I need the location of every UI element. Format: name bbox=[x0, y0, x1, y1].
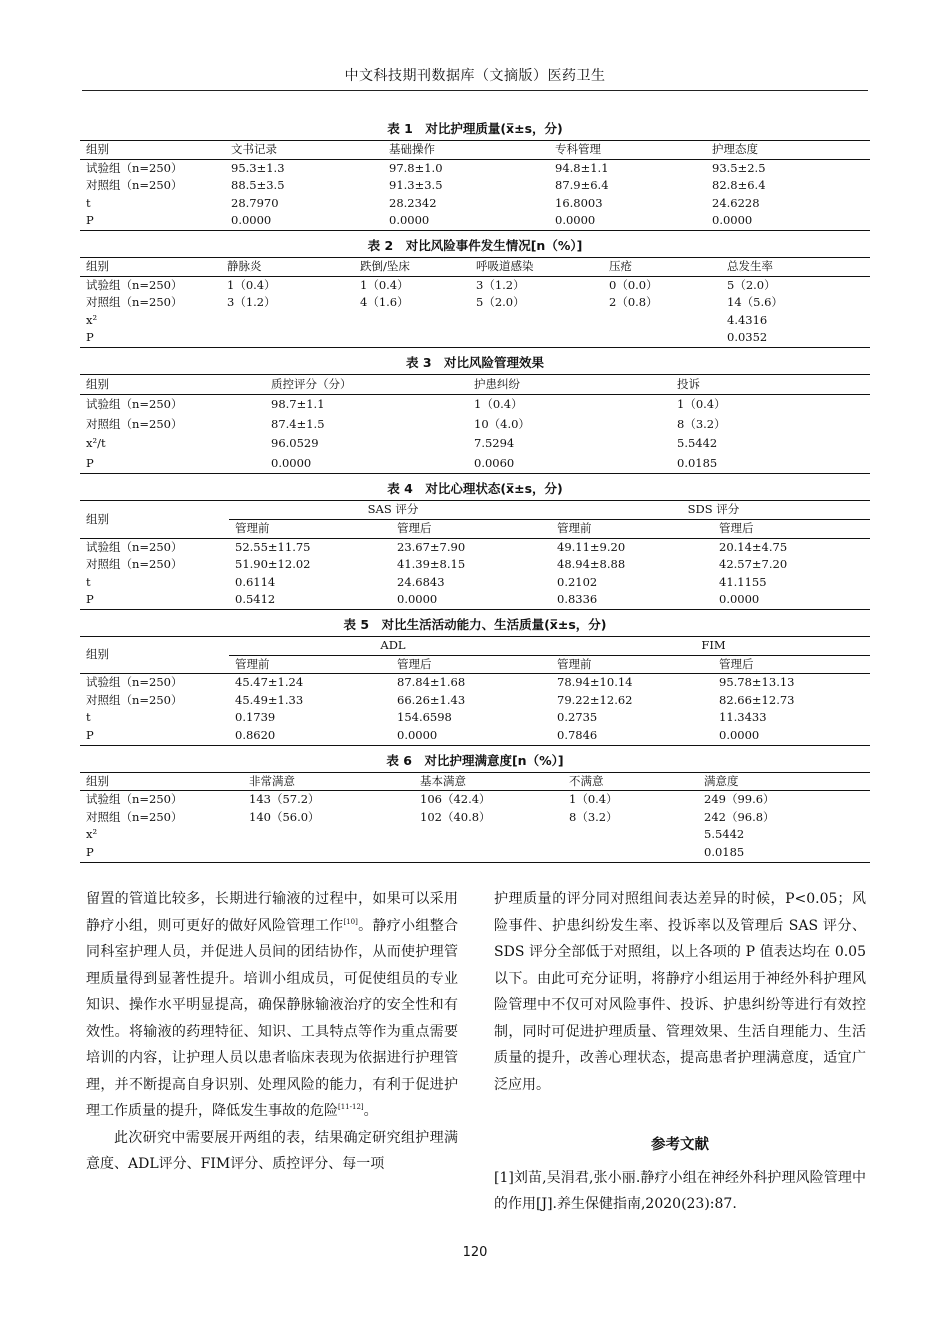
table-3-caption: 表 3 对比风险管理效果 bbox=[405, 354, 545, 370]
column-header: 投诉 bbox=[671, 374, 870, 395]
table-cell: 87.9±6.4 bbox=[555, 178, 609, 193]
table-cell bbox=[354, 329, 470, 347]
table-cell: 5.5442 bbox=[704, 827, 745, 842]
table-cell: 106（42.4） bbox=[420, 792, 491, 807]
table-cell: 87.84±1.68 bbox=[397, 675, 466, 690]
table-cell: 0.0000 bbox=[383, 212, 549, 230]
table-cell: 0.0000 bbox=[713, 591, 870, 609]
table-cell: 1（0.4） bbox=[677, 397, 726, 412]
table-cell: 3（1.2） bbox=[227, 295, 276, 310]
table-cell: 95.3±1.3 bbox=[231, 160, 285, 175]
column-header: 管理后 bbox=[391, 655, 551, 674]
table-cell: 10（4.0） bbox=[474, 416, 530, 431]
table-cell bbox=[243, 826, 414, 844]
table-cell: 试验组（n=250） bbox=[86, 397, 183, 412]
table-cell: 1（0.4） bbox=[360, 277, 409, 292]
column-header: 护理态度 bbox=[706, 141, 870, 160]
table-cell: 45.49±1.33 bbox=[235, 692, 304, 707]
column-header: 压疮 bbox=[603, 257, 721, 276]
table-cell: 143（57.2） bbox=[249, 792, 320, 807]
table-2 bbox=[80, 257, 870, 348]
table-cell bbox=[603, 329, 721, 347]
table-cell: 0.0000 bbox=[713, 727, 870, 745]
right-column bbox=[494, 886, 866, 1218]
table-cell bbox=[354, 312, 470, 330]
table-cell: t bbox=[86, 195, 91, 210]
table-cell: 140（56.0） bbox=[249, 809, 320, 824]
table-cell: 28.7970 bbox=[231, 195, 279, 210]
citation: [11-12] bbox=[338, 1103, 364, 1111]
table-cell bbox=[414, 826, 563, 844]
table-cell: 91.3±3.5 bbox=[389, 178, 443, 193]
left-column bbox=[86, 886, 458, 1178]
table-row bbox=[80, 727, 870, 745]
table-row bbox=[80, 574, 870, 592]
table-cell: 试验组（n=250） bbox=[86, 539, 183, 554]
table-cell: 23.67±7.90 bbox=[397, 539, 466, 554]
table-cell: 0.8620 bbox=[229, 727, 391, 745]
table-cell: 试验组（n=250） bbox=[86, 277, 183, 292]
table-cell: 1（0.4） bbox=[474, 397, 523, 412]
table-row bbox=[80, 395, 870, 415]
column-header: 组别 bbox=[80, 501, 229, 538]
table-cell: 试验组（n=250） bbox=[86, 675, 183, 690]
table-cell: t bbox=[86, 710, 91, 725]
table-cell: 0.0000 bbox=[549, 212, 706, 230]
column-header: 组别 bbox=[80, 772, 243, 791]
column-header: 满意度 bbox=[698, 772, 870, 791]
table-cell: x² bbox=[86, 312, 98, 327]
table-cell: x² bbox=[86, 827, 98, 842]
table-row bbox=[80, 791, 870, 809]
table-5-caption: 表 5 对比生活活动能力、生活质量(x̅±s，分) bbox=[343, 617, 607, 632]
table-cell: 102（40.8） bbox=[420, 809, 491, 824]
table-cell: 5（2.0） bbox=[727, 277, 776, 292]
table-row bbox=[80, 195, 870, 213]
table-row bbox=[80, 212, 870, 230]
table-cell bbox=[470, 312, 603, 330]
table-cell: 8（3.2） bbox=[569, 809, 618, 824]
table-cell: 78.94±10.14 bbox=[557, 675, 633, 690]
table-cell: 49.11±9.20 bbox=[557, 539, 626, 554]
table-cell: 试验组（n=250） bbox=[86, 160, 183, 175]
table-cell: 0.5412 bbox=[229, 591, 391, 609]
journal-header: 中文科技期刊数据库（文摘版）医药卫生 bbox=[82, 66, 868, 91]
table-cell: P bbox=[80, 329, 221, 347]
table-cell: 87.4±1.5 bbox=[271, 416, 325, 431]
table-cell: 24.6843 bbox=[397, 574, 445, 589]
table-cell: 试验组（n=250） bbox=[86, 792, 183, 807]
citation: [10] bbox=[343, 917, 358, 926]
column-header: 管理前 bbox=[229, 655, 391, 674]
column-header: 呼吸道感染 bbox=[470, 257, 603, 276]
table-cell: 0.0000 bbox=[391, 727, 551, 745]
table-1-caption: 表 1 对比护理质量(x̅±s，分) bbox=[387, 121, 563, 136]
table-cell: 对照组（n=250） bbox=[86, 809, 183, 824]
table-cell: 对照组（n=250） bbox=[86, 692, 183, 707]
page-number: 120 bbox=[462, 1245, 488, 1260]
table-cell: 5.5442 bbox=[677, 436, 718, 451]
column-header: 跌倒/坠床 bbox=[354, 257, 470, 276]
column-header: 静脉炎 bbox=[221, 257, 354, 276]
table-cell: 24.6228 bbox=[712, 195, 760, 210]
table-6-caption: 表 6 对比护理满意度[n（%）] bbox=[386, 752, 564, 768]
table-cell: 51.90±12.02 bbox=[235, 557, 311, 572]
table-6 bbox=[80, 772, 870, 863]
column-header: 管理前 bbox=[551, 520, 713, 539]
table-cell: 0.2102 bbox=[557, 574, 598, 589]
column-header: 组别 bbox=[80, 141, 225, 160]
table-cell bbox=[470, 329, 603, 347]
tables-area bbox=[80, 118, 870, 863]
table-cell: 0.0000 bbox=[225, 212, 383, 230]
table-cell: 0.0000 bbox=[391, 591, 551, 609]
table-cell: 97.8±1.0 bbox=[389, 160, 443, 175]
table-row bbox=[80, 709, 870, 727]
table-cell: 45.47±1.24 bbox=[235, 675, 304, 690]
table-cell bbox=[563, 826, 698, 844]
table-cell: t bbox=[86, 574, 91, 589]
table-cell: 4（1.6） bbox=[360, 295, 409, 310]
table-header-row bbox=[80, 772, 870, 791]
column-header: 管理后 bbox=[713, 520, 870, 539]
column-header: 总发生率 bbox=[721, 257, 870, 276]
table-cell: 95.78±13.13 bbox=[719, 675, 795, 690]
table-cell: 0.0185 bbox=[698, 844, 870, 862]
column-header: 护患纠纷 bbox=[468, 374, 671, 395]
table-cell: 对照组（n=250） bbox=[86, 416, 183, 431]
reference-item: [1]刘苗,吴涓君,张小丽.静疗小组在神经外科护理风险管理中的作用[J].养生保健指南,2020(23):87. bbox=[494, 1169, 866, 1212]
table-cell: 28.2342 bbox=[389, 195, 437, 210]
column-header: 管理后 bbox=[391, 520, 551, 539]
column-header: 组别 bbox=[80, 257, 221, 276]
table-cell bbox=[221, 329, 354, 347]
column-header: 组别 bbox=[80, 637, 229, 674]
table-cell: 11.3433 bbox=[719, 710, 767, 725]
table-cell: x²/t bbox=[86, 436, 106, 451]
column-header: 组别 bbox=[80, 374, 265, 395]
table-cell: 0.1739 bbox=[235, 710, 276, 725]
table-row bbox=[80, 844, 870, 862]
column-group-header: SDS 评分 bbox=[551, 501, 870, 520]
table-row bbox=[80, 434, 870, 454]
column-header: 专科管理 bbox=[549, 141, 706, 160]
table-cell: 0.7846 bbox=[551, 727, 713, 745]
table-cell: 1（0.4） bbox=[569, 792, 618, 807]
table-cell: 16.8003 bbox=[555, 195, 603, 210]
table-row bbox=[80, 454, 870, 474]
table-cell: 88.5±3.5 bbox=[231, 178, 285, 193]
table-row bbox=[80, 692, 870, 710]
table-cell: 20.14±4.75 bbox=[719, 539, 788, 554]
table-cell: 3（1.2） bbox=[476, 277, 525, 292]
references-heading: 参考文献 bbox=[651, 1137, 709, 1153]
table-cell: 0（0.0） bbox=[609, 277, 658, 292]
table-cell: 0.0352 bbox=[721, 329, 870, 347]
column-group-header: ADL bbox=[229, 637, 551, 656]
table-cell: 154.6598 bbox=[397, 710, 452, 725]
table-cell: P bbox=[80, 727, 229, 745]
table-cell: 7.5294 bbox=[474, 436, 515, 451]
table-cell: 242（96.8） bbox=[704, 809, 775, 824]
table-cell: 对照组（n=250） bbox=[86, 178, 183, 193]
table-row bbox=[80, 415, 870, 435]
table-cell: 41.1155 bbox=[719, 574, 767, 589]
table-cell: 52.55±11.75 bbox=[235, 539, 311, 554]
column-header: 管理前 bbox=[229, 520, 391, 539]
table-cell: 0.6114 bbox=[235, 574, 276, 589]
column-header: 基本满意 bbox=[414, 772, 563, 791]
table-cell: 94.8±1.1 bbox=[555, 160, 609, 175]
table-row bbox=[80, 159, 870, 177]
column-header: 管理前 bbox=[551, 655, 713, 674]
column-header: 基础操作 bbox=[383, 141, 549, 160]
table-cell: 98.7±1.1 bbox=[271, 397, 325, 412]
table-cell: 1（0.4） bbox=[227, 277, 276, 292]
table-4-caption: 表 4 对比心理状态(x̅±s，分) bbox=[387, 481, 563, 497]
table-2-caption: 表 2 对比风险事件发生情况[n（%）] bbox=[367, 237, 583, 253]
column-header: 文书记录 bbox=[225, 141, 383, 160]
table-cell: 对照组（n=250） bbox=[86, 557, 183, 572]
table-cell: 0.0185 bbox=[671, 454, 870, 474]
table-3 bbox=[80, 374, 870, 475]
column-header: 管理后 bbox=[713, 655, 870, 674]
table-header-row bbox=[80, 257, 870, 276]
column-header: 非常满意 bbox=[243, 772, 414, 791]
table-cell: 48.94±8.88 bbox=[557, 557, 626, 572]
table-4 bbox=[80, 500, 870, 610]
table-1 bbox=[80, 140, 870, 231]
table-cell: 66.26±1.43 bbox=[397, 692, 466, 707]
table-cell: 对照组（n=250） bbox=[86, 295, 183, 310]
table-row bbox=[80, 591, 870, 609]
table-cell: 96.0529 bbox=[271, 436, 319, 451]
table-cell bbox=[414, 844, 563, 862]
table-header-row bbox=[80, 374, 870, 395]
table-cell bbox=[221, 312, 354, 330]
table-row bbox=[80, 177, 870, 195]
table-row bbox=[80, 276, 870, 294]
table-row bbox=[80, 294, 870, 312]
column-header: 质控评分（分） bbox=[265, 374, 468, 395]
table-cell: 0.8336 bbox=[551, 591, 713, 609]
table-cell: P bbox=[80, 844, 243, 862]
table-row bbox=[80, 826, 870, 844]
paragraph: 留置的管道比较多，长期进行输液的过程中，如果可以采用静疗小组，则可更好的做好风险管理工作[10]。静疗小组整合同科室护理人员，并促进人员间的团结协作，从而使护理管理质量得到显著性提升。培训小组成员，可促使组员的专业知识、操作水平明显提高，确保静脉输液治疗的安全性和有效性。将输液的药理特征、知识、工具特点等作为重点需要培训的内容，让护理人员以患者临床表现为依据进行护理管理，并不断提高自身识别、处理风险的能力，有利于促进护理工作质量的提升，降低发生事故的危险[11-12]。 bbox=[86, 891, 459, 1119]
table-cell bbox=[603, 312, 721, 330]
table-row bbox=[80, 538, 870, 556]
table-cell: 249（99.6） bbox=[704, 792, 775, 807]
table-cell: 0.0060 bbox=[468, 454, 671, 474]
table-cell: P bbox=[80, 591, 229, 609]
table-cell: 42.57±7.20 bbox=[719, 557, 788, 572]
table-cell: 4.4316 bbox=[727, 312, 768, 327]
table-cell: 8（3.2） bbox=[677, 416, 726, 431]
table-5 bbox=[80, 636, 870, 746]
column-header: 不满意 bbox=[563, 772, 698, 791]
table-cell: 41.39±8.15 bbox=[397, 557, 466, 572]
table-cell: 82.8±6.4 bbox=[712, 178, 766, 193]
table-cell bbox=[243, 844, 414, 862]
table-row bbox=[80, 312, 870, 330]
table-cell bbox=[563, 844, 698, 862]
table-cell: 14（5.6） bbox=[727, 295, 783, 310]
table-cell: 79.22±12.62 bbox=[557, 692, 633, 707]
table-row bbox=[80, 556, 870, 574]
table-cell: 2（0.8） bbox=[609, 295, 658, 310]
paragraph: 此次研究中需要展开两组的表，结果确定研究组护理满意度、ADL评分、FIM评分、质控评分、每一项 bbox=[86, 1129, 458, 1172]
table-header-row bbox=[80, 637, 870, 656]
table-row bbox=[80, 329, 870, 347]
table-cell: P bbox=[80, 454, 265, 474]
table-row bbox=[80, 674, 870, 692]
table-cell: 93.5±2.5 bbox=[712, 160, 766, 175]
table-header-row bbox=[80, 141, 870, 160]
column-group-header: SAS 评分 bbox=[229, 501, 551, 520]
table-cell: P bbox=[80, 212, 225, 230]
table-row bbox=[80, 809, 870, 827]
table-cell: 0.0000 bbox=[706, 212, 870, 230]
table-cell: 82.66±12.73 bbox=[719, 692, 795, 707]
paragraph: 护理质量的评分同对照组间表达差异的时候，P<0.05；风险事件、护患纠纷发生率、投诉率以及管理后 SAS 评分、SDS 评分全部低于对照组，以上各项的 P 值表达均在 0.05 以下。由此可充分证明，将静疗小组运用于神经外科护理风险管理中不仅可对风险事件、投诉、护患纠纷等进行有效控制，同时可促进护理质量、管理效果、生活自理能力、生活质量的提升，改善心理状态，提高患者护理满意度，适宜广泛应用。 bbox=[494, 891, 866, 1093]
table-cell: 0.2735 bbox=[557, 710, 598, 725]
table-header-row bbox=[80, 501, 870, 520]
table-cell: 0.0000 bbox=[265, 454, 468, 474]
table-cell: 5（2.0） bbox=[476, 295, 525, 310]
column-group-header: FIM bbox=[551, 637, 870, 656]
